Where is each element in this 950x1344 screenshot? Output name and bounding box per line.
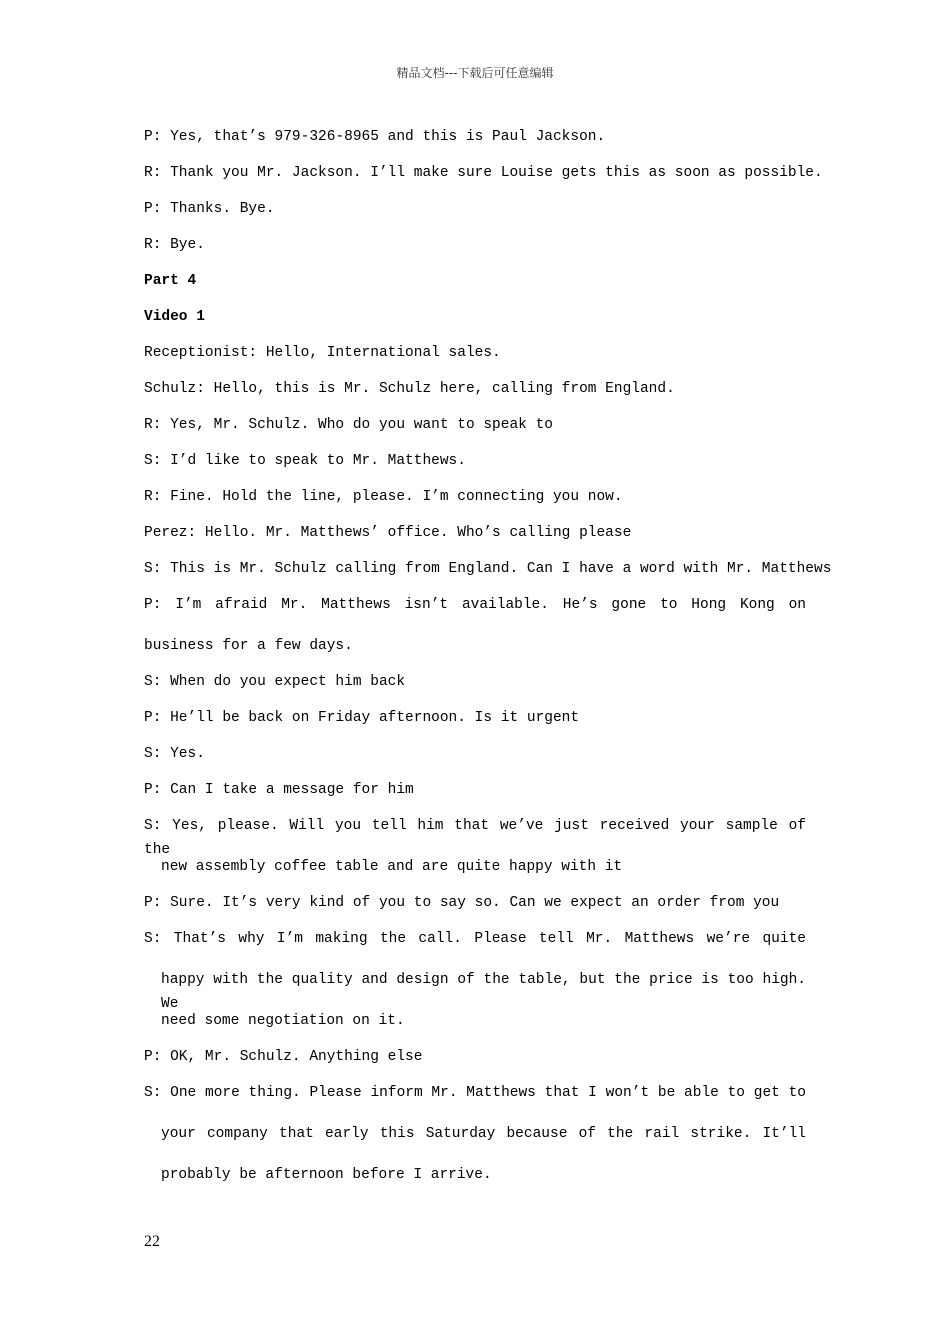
section-subheading: Video 1 (144, 309, 205, 325)
dialogue-line: S: Yes. (144, 746, 205, 762)
dialogue-line-continuation: happy with the quality and design of the table, but the price is too high. We (161, 972, 806, 1012)
page-header: 精品文档---下载后可任意编辑 (396, 66, 554, 80)
dialogue-line: Schulz: Hello, this is Mr. Schulz here, calling from England. (144, 381, 675, 397)
dialogue-line: S: One more thing. Please inform Mr. Matthews that I won’t be able to get to (144, 1085, 806, 1101)
dialogue-line-continuation: new assembly coffee table and are quite happy with it (161, 859, 623, 875)
dialogue-line: P: He’ll be back on Friday afternoon. Is it urgent (144, 710, 580, 726)
dialogue-text (144, 125, 832, 1199)
dialogue-line: P: OK, Mr. Schulz. Anything else (144, 1049, 423, 1065)
dialogue-line: R: Thank you Mr. Jackson. I’ll make sure Louise gets this as soon as possible. (144, 165, 823, 181)
dialogue-line: R: Yes, Mr. Schulz. Who do you want to speak to (144, 417, 553, 433)
dialogue-line-continuation: probably be afternoon before I arrive. (161, 1167, 492, 1183)
dialogue-line: Perez: Hello. Mr. Matthews’ office. Who’s calling please (144, 525, 632, 541)
dialogue-line: S: This is Mr. Schulz calling from England. Can I have a word with Mr. Matthews (144, 561, 832, 577)
dialogue-line-continuation: need some negotiation on it. (161, 1013, 405, 1029)
dialogue-line: P: Thanks. Bye. (144, 201, 275, 217)
dialogue-line: P: Sure. It’s very kind of you to say so. Can we expect an order from you (144, 895, 780, 911)
section-heading: Part 4 (144, 273, 197, 289)
dialogue-line-continuation: your company that early this Saturday because of the rail strike. It’ll (161, 1126, 806, 1142)
dialogue-line: Receptionist: Hello, International sales. (144, 345, 501, 361)
dialogue-line: R: Bye. (144, 237, 205, 253)
dialogue-line: S: That’s why I’m making the call. Please tell Mr. Matthews we’re quite (144, 931, 806, 947)
page-number: 22 (144, 1233, 160, 1250)
dialogue-line: S: I’d like to speak to Mr. Matthews. (144, 453, 466, 469)
dialogue-line: S: Yes, please. Will you tell him that we’ve just received your sample of the (144, 818, 806, 858)
dialogue-line: R: Fine. Hold the line, please. I’m connecting you now. (144, 489, 623, 505)
dialogue-line: P: Yes, that’s 979-326-8965 and this is Paul Jackson. (144, 129, 606, 145)
dialogue-line-continuation: business for a few days. (144, 638, 353, 654)
dialogue-line: P: Can I take a message for him (144, 782, 414, 798)
dialogue-line: S: When do you expect him back (144, 674, 406, 690)
dialogue-line: P: I’m afraid Mr. Matthews isn’t available. He’s gone to Hong Kong on (144, 597, 806, 613)
